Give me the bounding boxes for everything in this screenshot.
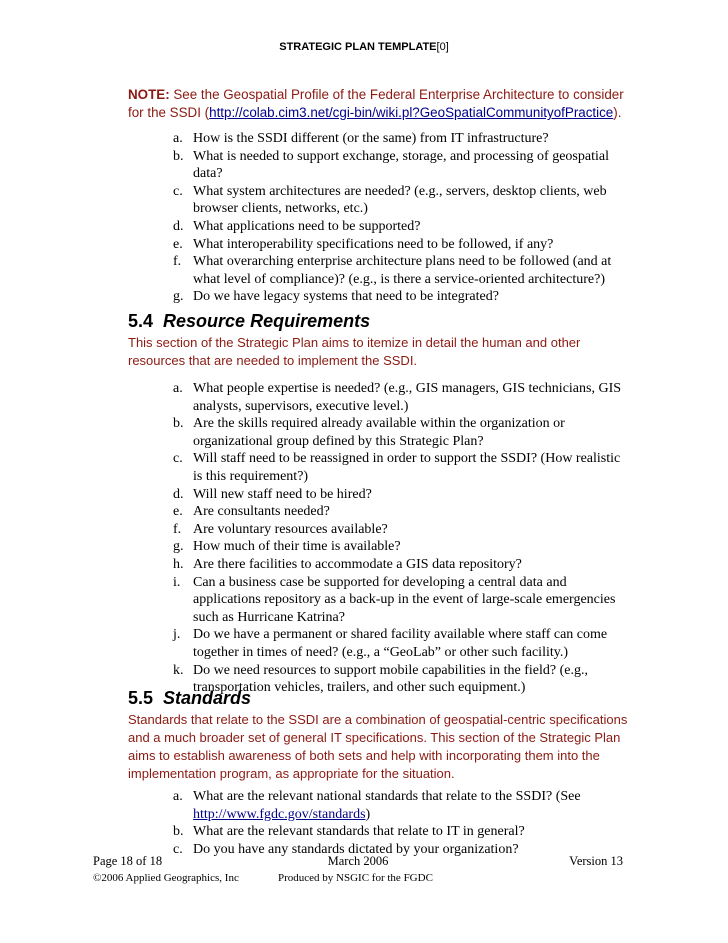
section-5-4-heading [128,311,370,332]
list-text: Are consultants needed? [193,504,330,520]
list-text: Will staff need to be reassigned in order to support the SSDI? (How realistic is this requirement?) [193,451,621,484]
list-marker: c. [173,841,183,857]
footer-page-number: Page 18 of 18 [93,854,163,868]
list-item [165,574,625,627]
list-item [165,503,625,521]
list-text: What applications need to be supported? [193,218,421,234]
list-marker: a. [173,789,183,804]
list-marker: f. [173,254,182,270]
footer-version: Version 13 [569,854,623,868]
list-text: Do we have legacy systems that need to be integrated? [193,289,499,305]
note-label: NOTE: [128,87,170,102]
list-item [165,236,625,254]
section-5-5-title: Standards [163,688,252,708]
standards-questions-list [165,788,625,858]
section-5-5-number: 5.5 [128,688,154,708]
footer-produced-by: Produced by NSGIC for the FGDC [278,872,433,884]
list-marker: e. [173,504,183,520]
header-title: STRATEGIC PLAN TEMPLATE [279,41,437,53]
list-marker: c. [173,183,183,199]
list-marker: b. [173,416,184,432]
list-marker: e. [173,236,183,252]
list-marker: f. [173,521,182,537]
list-text: What are the relevant national standards that relate to the SSDI? (See [193,789,581,804]
list-item [165,450,625,485]
list-text: Do you have any standards dictated by your organization? [193,841,519,857]
list-text: What overarching enterprise architecture plans need to be followed (and at what level of compliance)? (e.g., is there a service-oriented architecture?) [193,254,612,287]
list-text: What people expertise is needed? (e.g., GIS managers, GIS technicians, GIS analysts, supervisors, executive level.) [193,381,622,414]
list-text: What is needed to support exchange, storage, and processing of geospatial data? [193,148,609,182]
list-item [165,486,625,504]
list-text: How is the SSDI different (or the same) from IT infrastructure? [193,131,549,146]
list-text: Are the skills required already available within the organization or organizational group defined by this Strategic Plan? [193,416,565,449]
list-item [165,380,625,415]
list-marker: i. [173,574,181,590]
list-text: Are voluntary resources available? [193,521,388,537]
list-text-after: ) [365,806,371,822]
section-5-4-title: Resource Requirements [163,311,371,331]
list-marker: d. [173,218,184,234]
list-item [165,823,625,841]
list-text: Can a business case be supported for developing a central data and applications repository as a back-up in the event of large-scale emergencies such as Hurricane Katrina? [193,574,616,625]
note-paragraph [128,86,628,122]
list-text: What are the relevant standards that relate to IT in general? [193,824,525,840]
list-item [165,253,625,288]
list-item [165,538,625,556]
header-bracket: [0] [436,41,449,53]
list-item [165,130,625,148]
note-link[interactable]: http://colab.cim3.net/cgi-bin/wiki.pl?GeoSpatialCommunityofPractice [209,105,614,120]
page-header [0,41,728,53]
list-item [165,183,625,218]
section-5-4-number: 5.4 [128,311,154,331]
list-marker: h. [173,556,184,572]
fgdc-standards-link[interactable]: http://www.fgdc.gov/standards [193,806,366,822]
list-item [165,788,625,823]
list-marker: k. [173,662,184,678]
list-marker: a. [173,131,183,146]
list-item [165,521,625,539]
list-marker: c. [173,451,183,467]
list-text: Do we need resources to support mobile capabilities in the field? (e.g., transportation vehicles, trailers, and other such equipment.) [193,662,588,696]
list-marker: b. [173,148,184,164]
list-item [165,288,625,306]
list-marker: g. [173,289,184,305]
architecture-questions-list [165,130,625,306]
list-item [165,626,625,661]
list-item [165,148,625,183]
list-text: What interoperability specifications need to be followed, if any? [193,236,554,252]
list-text: How much of their time is available? [193,539,401,555]
footer-copyright: ©2006 Applied Geographics, Inc [93,872,239,884]
list-text: Are there facilities to accommodate a GIS data repository? [193,556,522,572]
list-text: What system architectures are needed? (e.g., servers, desktop clients, web browser clients, networks, etc.) [193,183,607,217]
list-marker: a. [173,381,183,396]
resource-questions-list [165,380,625,697]
section-5-5-intro: Standards that relate to the SSDI are a combination of geospatial-centric specifications and a much broader set of general IT specifications. This section of the Strategic Plan aims to establish awareness of both sets and help with incorporating them into the implementation program, as appropriate for the situation. [128,712,628,781]
footer-date: March 2006 [327,854,389,868]
list-marker: j. [173,627,181,643]
section-5-5-heading [128,688,251,709]
list-item [165,556,625,574]
list-item [165,415,625,450]
list-marker: d. [173,486,184,502]
list-text: Do we have a permanent or shared facility available where staff can come together in times of need? (e.g., a “GeoLab” or other such facility.) [193,627,608,660]
list-marker: b. [173,824,184,840]
list-marker: g. [173,539,184,555]
list-text: Will new staff need to be hired? [193,486,372,502]
note-text: See the Geospatial Profile of the Federal Enterprise Architecture to consider for the SSDI ( [128,87,624,120]
list-item [165,218,625,236]
section-5-4-intro: This section of the Strategic Plan aims to itemize in detail the human and other resources that are needed to implement the SSDI. [128,335,581,368]
note-after: ). [613,105,622,120]
